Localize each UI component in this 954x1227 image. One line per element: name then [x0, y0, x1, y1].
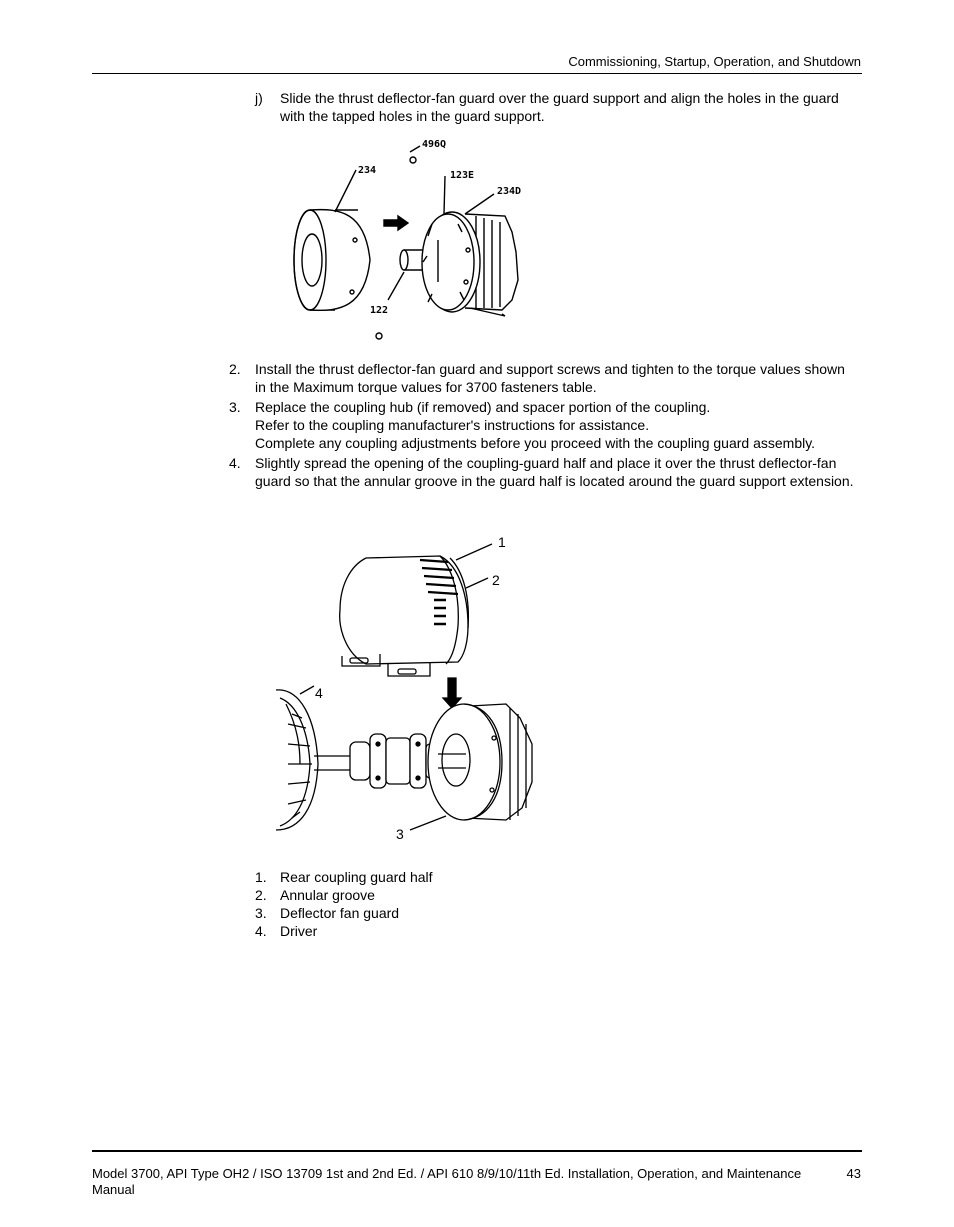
legend-marker: 4.	[255, 923, 267, 939]
step-j-marker: j)	[255, 90, 263, 106]
step-text: Install the thrust deflector-fan guard and support screws and tighten to the torque values shown in the Maximum torque values for 3700 fasteners table.	[255, 361, 845, 395]
legend-item	[255, 886, 555, 904]
step-marker: 4.	[229, 455, 241, 471]
procedure-steps	[229, 360, 859, 492]
step-3	[229, 398, 859, 452]
label-123e: 123E	[450, 170, 475, 181]
legend-marker: 1.	[255, 869, 267, 885]
footer-rule	[92, 1150, 862, 1152]
figure-legend	[255, 868, 555, 940]
legend-text: Driver	[280, 923, 318, 939]
step-marker: 2.	[229, 361, 241, 377]
step-4	[229, 454, 859, 490]
step-marker: 3.	[229, 399, 241, 415]
callout-1: 1	[498, 534, 506, 550]
step-j-text: Slide the thrust deflector-fan guard over the guard support and align the holes in the guard with the tapped holes in the guard support.	[280, 90, 839, 124]
figure-coupling-guard-placement	[270, 528, 570, 846]
callout-4: 4	[315, 685, 323, 701]
header-rule	[92, 73, 862, 74]
legend-item	[255, 922, 555, 940]
figure-deflector-guard-assembly	[280, 132, 550, 350]
step-text: Slightly spread the opening of the coupling-guard half and place it over the thrust deflector-fan guard so that the annular groove in the guard half is located around the guard support extension.	[255, 455, 854, 489]
legend-marker: 3.	[255, 905, 267, 921]
callout-2: 2	[492, 572, 500, 588]
legend-text: Annular groove	[280, 887, 375, 903]
step-text: Replace the coupling hub (if removed) and spacer portion of the coupling.	[255, 399, 711, 415]
running-header: Commissioning, Startup, Operation, and Shutdown	[568, 54, 861, 69]
label-496q: 496Q	[422, 139, 447, 150]
step-2	[229, 360, 859, 396]
page-number: 43	[846, 1166, 861, 1181]
legend-text: Deflector fan guard	[280, 905, 400, 921]
legend-marker: 2.	[255, 887, 267, 903]
footer-manual-title: Model 3700, API Type OH2 / ISO 13709 1st and 2nd Ed. / API 610 8/9/10/11th Ed. Installation, Operation, and Maintenance Manual	[92, 1166, 802, 1197]
step-text: Refer to the coupling manufacturer's instructions for assistance.	[255, 417, 650, 433]
legend-item	[255, 868, 555, 886]
legend-text: Rear coupling guard half	[280, 869, 433, 885]
legend-item	[255, 904, 555, 922]
label-234d: 234D	[497, 186, 522, 197]
label-122: 122	[370, 305, 389, 316]
step-j	[255, 89, 855, 125]
step-text: Complete any coupling adjustments before you proceed with the coupling guard assembly.	[255, 435, 816, 451]
label-234: 234	[358, 165, 377, 176]
callout-3: 3	[396, 826, 404, 842]
